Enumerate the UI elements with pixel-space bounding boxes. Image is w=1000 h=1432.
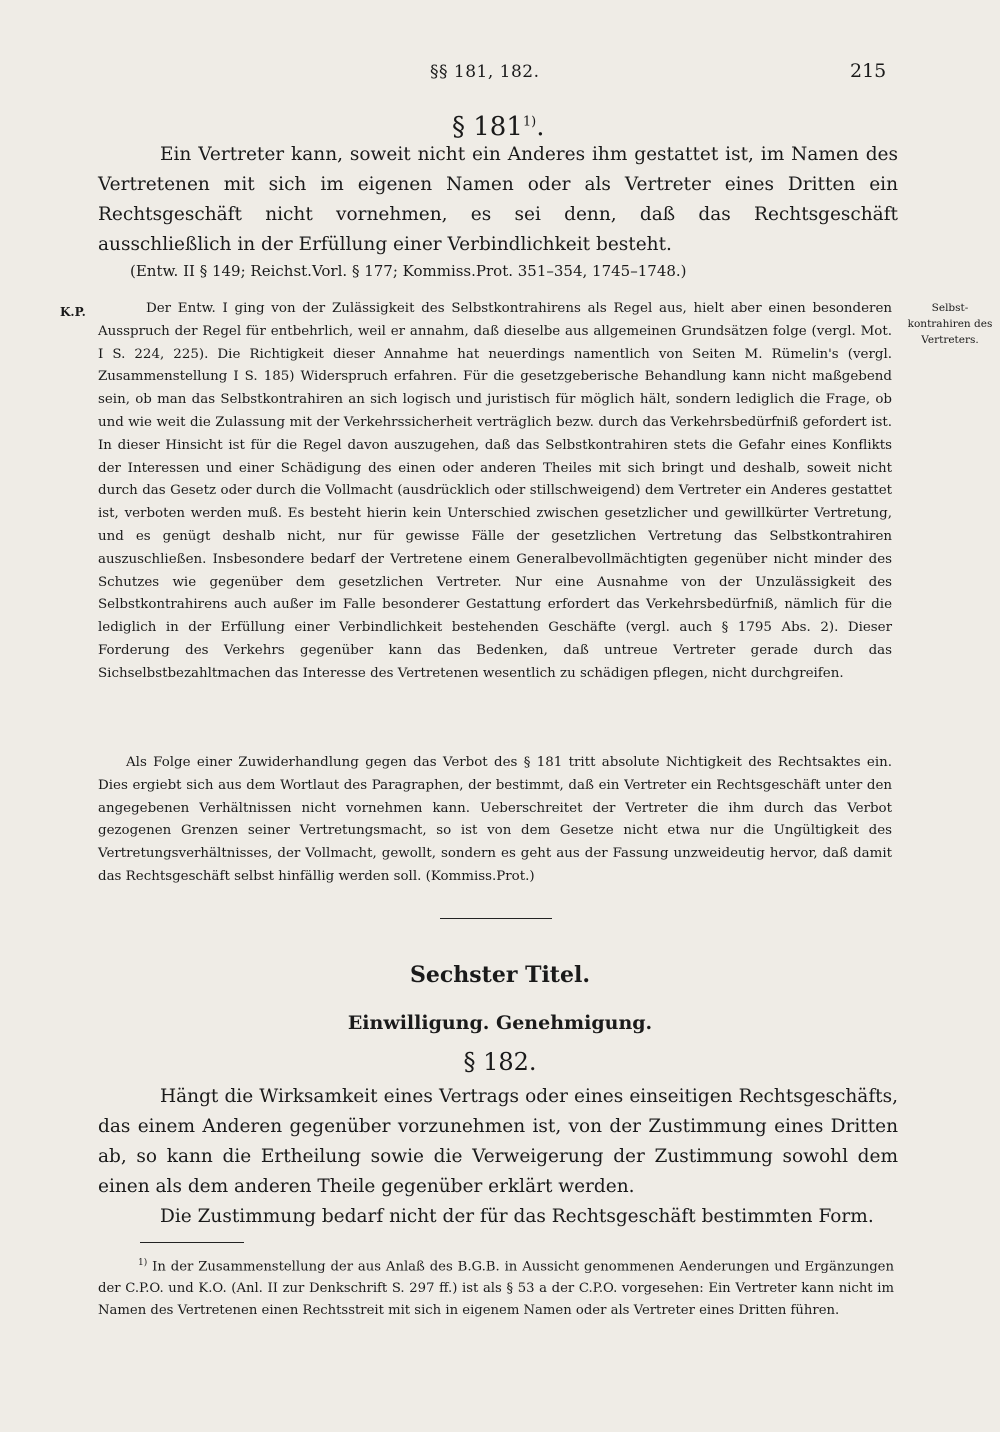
section-182-paragraph-2: Die Zustimmung bedarf nicht der für das Rechtsgeschäft bestimmten Form. <box>160 1206 874 1227</box>
running-header: §§ 181, 182. <box>430 62 540 82</box>
footnote-ref: 1) <box>522 114 537 130</box>
footnote <box>98 1252 894 1322</box>
section-181-heading <box>452 112 545 142</box>
section-181-title-suffix: . <box>536 112 545 142</box>
section-181-text: Ein Vertreter kann, soweit nicht ein Anderes ihm gestattet ist, im Namen des Vertretenen mit sich im eigenen Namen oder als Vertreter eines Dritten ein Rechtsgeschäft nicht vornehmen, es sei denn, daß das Rechtsgeschäft ausschließlich in der Erfüllung einer Verbindlichkeit besteht. <box>98 144 898 255</box>
section-182-title: § 182. <box>463 1048 537 1076</box>
chapter-title: Sechster Titel. <box>410 962 590 988</box>
section-182-text <box>98 1082 898 1232</box>
page-number: 215 <box>850 60 887 82</box>
margin-note: Selbst-kontrahiren des Vertreters. <box>907 302 993 346</box>
footnote-text: In der Zusammenstellung der aus Anlaß des B.G.B. in Aussicht genommenen Aenderungen und Ergänzungen der C.P.O. und K.O. (Anl. II zur Denkschrift S. 297 ff.) ist als § 53 a der C.P.O. vorgesehen: Ein Vertreter kann nicht im Namen des Vertretenen einen Rechtsstreit mit sich in eigenem Namen oder als Vertreter eines Dritten führen. <box>98 1259 894 1319</box>
commentary-block-2 <box>98 752 892 889</box>
commentary-block-1 <box>98 298 892 686</box>
commentary-paragraph-2: Als Folge einer Zuwiderhandlung gegen das Verbot des § 181 tritt absolute Nichtigkeit des Rechtsaktes ein. Dies ergiebt sich aus dem Wortlaut des Paragraphen, der bestimmt, daß ein Vertreter ein Rechtsgeschäft unter den angegebenen Verhältnissen nicht vornehmen kann. Ueberschreitet der Vertreter die ihm durch das Verbot gezogenen Grenzen seiner Vertretungsmacht, so ist von dem Gesetze nicht etwa nur die Ungültigkeit des Vertretungsverhältnisses, der Vollmacht, gewollt, sondern es geht aus der Fassung unzweideutig hervor, daß damit das Rechtsgeschäft selbst hinfällig werden soll. (Kommiss.Prot.) <box>98 755 892 884</box>
footnote-marker: 1) <box>138 1258 148 1268</box>
section-181-sources: (Entw. II § 149; Reichst.Vorl. § 177; Kommiss.Prot. 351–354, 1745–1748.) <box>130 262 687 280</box>
footnote-divider <box>140 1242 244 1243</box>
section-182-paragraph-1: Hängt die Wirksamkeit eines Vertrags oder eines einseitigen Rechtsgeschäfts, das einem Anderen gegenüber vorzunehmen ist, von der Zustimmung eines Dritten ab, so kann die Ertheilung sowie die Verweigerung der Zustimmung sowohl dem einen als dem anderen Theile gegenüber erklärt werden. <box>98 1086 898 1197</box>
chapter-subtitle: Einwilligung. Genehmigung. <box>347 1012 653 1034</box>
section-181-title: § 181 <box>452 112 523 142</box>
commentary-paragraph-1: Der Entw. I ging von der Zulässigkeit des Selbstkontrahirens als Regel aus, hielt aber einen besonderen Ausspruch der Regel für entbehrlich, weil er annahm, daß dieselbe aus allgemeinen Grundsätzen folge (vergl. Mot. I S. 224, 225). Die Richtigkeit dieser Annahme hat neuerdings namentlich von Seiten M. Rümelin's (vergl. Zusammenstellung I S. 185) Widerspruch erfahren. Für die gesetzgeberische Behandlung kann nicht maßgebend sein, ob man das Selbstkontrahiren an sich logisch und juristisch für möglich hält, sondern lediglich die Frage, ob und wie weit die Zulassung mit der Verkehrssicherheit verträglich bezw. durch das Verkehrsbedürfniß gefordert ist. In dieser Hinsicht ist für die Regel davon auszugehen, daß das Selbstkontrahiren stets die Gefahr eines Konflikts der Interessen und einer Schädigung des einen oder anderen Theiles mit sich bringt und deshalb, soweit nicht durch das Gesetz oder durch die Vollmacht (ausdrücklich oder stillschweigend) dem Vertreter ein Anderes gestattet ist, verboten werden muß. Es besteht hierin kein Unterschied zwischen gesetzlicher und gewillkürter Vertretung, und es genügt deshalb nicht, nur für gewisse Fälle der gesetzlichen Vertretung das Selbstkontrahiren auszuschließen. Insbesondere bedarf der Vertretene einem Generalbevollmächtigten gegenüber nicht minder des Schutzes wie gegenüber dem gesetzlichen Vertreter. Nur eine Ausnahme von der Unzulässigkeit des Selbstkontrahirens auch außer im Falle besonderer Gestattung erfordert das Verkehrsbedürfniß, nämlich für die lediglich in der Erfüllung einer Verbindlichkeit bestehenden Geschäfte (vergl. auch § 1795 Abs. 2). Dieser Forderung des Verkehrs gegenüber kann das Bedenken, daß untreue Vertreter gerade durch das Sichselbstbezahltmachen das Interesse des Vertretenen wesentlich zu schädigen pflegen, nicht durchgreifen. <box>98 301 892 681</box>
section-divider <box>440 918 552 919</box>
footnote-paragraph <box>98 1252 894 1322</box>
margin-kp-label: K.P. <box>60 305 86 319</box>
